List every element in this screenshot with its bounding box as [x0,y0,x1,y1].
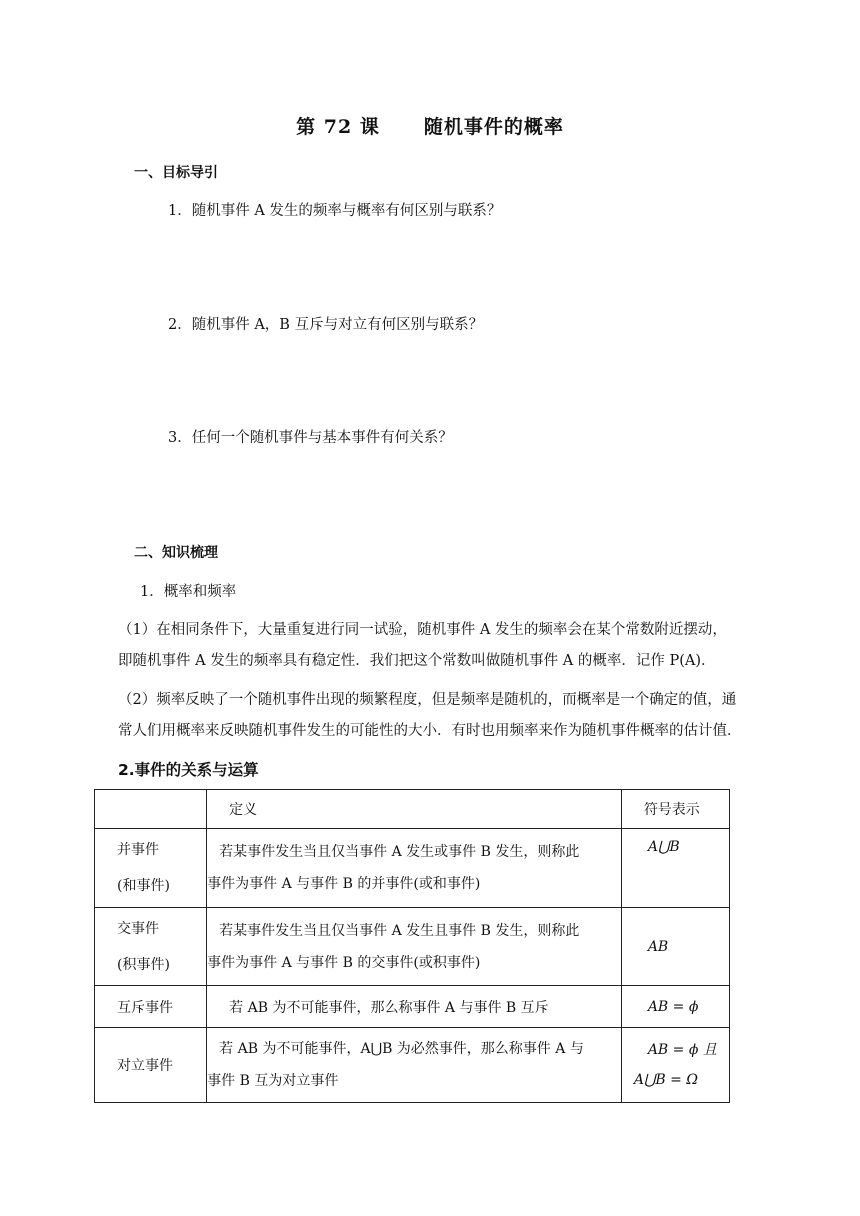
header-cell-symbol: 符号表示 [621,790,729,829]
symbol-line: AB [647,938,669,955]
section1-heading: 一、目标导引 [134,165,218,181]
symbol-line: AB = ϕ 且 [647,1042,717,1058]
paragraph-2-line-2: 常人们用概率来反映随机事件发生的可能性的大小．有时也用频率来作为随机事件概率的估计值． [118,723,742,739]
title-topic: 随机事件的概率 [423,116,564,138]
paragraph-1-line-1: （1）在相同条件下，大量重复进行同一试验，随机事件 A 发生的频率会在某个常数附近摆动， [118,622,727,638]
definition-line: 事件为事件 A 与事件 B 的交事件(或积事件) [207,954,481,971]
table-row-definition [207,908,622,986]
event-name: 并事件 [117,842,159,858]
event-alt-name: (和事件) [117,878,170,894]
header-cell-empty [95,790,207,829]
table-row-symbol [621,1028,729,1103]
definition-line: 若某事件发生当且仅当事件 A 发生且事件 B 发生，则称此 [219,922,580,939]
symbol-line: A⋃B [647,839,680,855]
symbol-line: A⋃B = Ω [633,1072,698,1088]
subheading-probability-frequency: 1．概率和频率 [140,584,237,600]
question-2: 2．随机事件 A，B 互斥与对立有何区别与联系？ [168,317,484,333]
question-1: 1．随机事件 A 发生的频率与概率有何区别与联系？ [168,203,502,219]
definition-line: 事件为事件 A 与事件 B 的并事件(或和事件) [207,876,481,892]
definition-line: 若某事件发生当且仅当事件 A 发生或事件 B 发生，则称此 [219,844,580,860]
section2-heading: 二、知识梳理 [134,545,218,561]
title-lesson-number: 第 72 课 [296,116,380,138]
table-row-symbol: AB = ϕ [621,986,729,1028]
table-row-symbol [621,908,729,986]
table-row-name [95,908,207,986]
question-3: 3．任何一个随机事件与基本事件有何关系？ [168,430,453,446]
subheading-event-relations: 2.事件的关系与运算 [118,761,259,779]
paragraph-1-line-2: 即随机事件 A 发生的频率具有稳定性．我们把这个常数叫做随机事件 A 的概率．记作 P(A)． [118,653,716,669]
header-cell-definition: 定义 [207,790,622,829]
table-row-definition [207,829,622,908]
page-title [0,112,860,139]
table-header-row [95,790,730,829]
table-row-symbol [621,829,729,908]
event-relations-table [94,789,730,1103]
table-row-name: 对立事件 [95,1028,207,1103]
table-row-name [95,829,207,908]
table-row [95,1028,730,1103]
table-row-definition: 若 AB 为不可能事件，那么称事件 A 与事件 B 互斥 [207,986,622,1028]
event-name: 交事件 [117,920,159,937]
table-row [95,908,730,986]
paragraph-2-line-1: （2）频率反映了一个随机事件出现的频繁程度，但是频率是随机的，而概率是一个确定的值，通 [118,692,737,708]
table-row [95,829,730,908]
definition-line: 事件 B 互为对立事件 [207,1073,339,1089]
table-row [95,986,730,1028]
definition-line: 若 AB 为不可能事件，A⋃B 为必然事件，那么称事件 A 与 [219,1041,584,1057]
table-row-definition [207,1028,622,1103]
event-alt-name: (积事件) [117,956,170,973]
table-row-name: 互斥事件 [95,986,207,1028]
